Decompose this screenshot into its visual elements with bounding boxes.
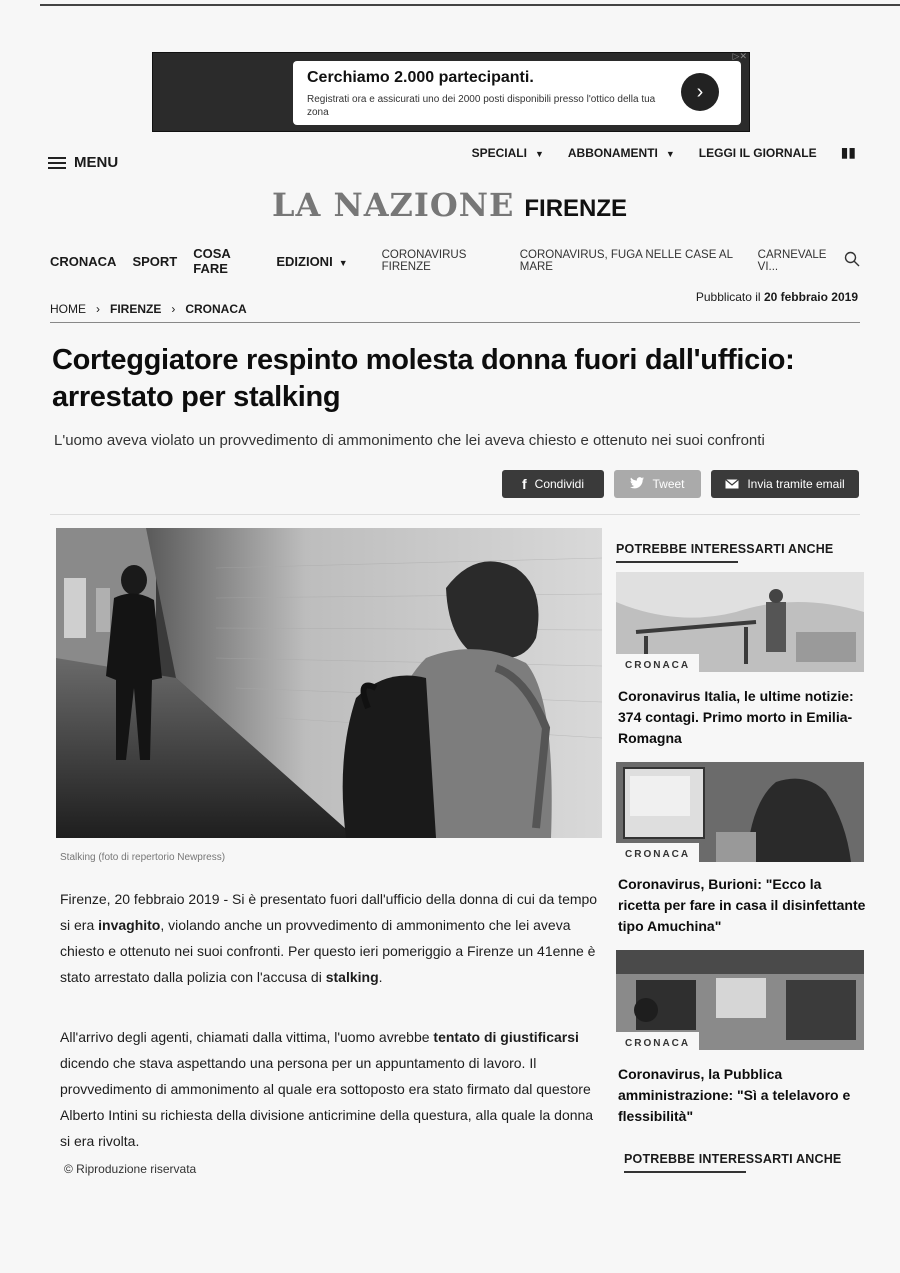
caret-down-icon: ▼: [665, 148, 675, 159]
share-facebook-button[interactable]: [502, 470, 604, 498]
ad-title: Cerchiamo 2.000 partecipanti.: [307, 69, 534, 86]
breadcrumb: [50, 302, 247, 316]
published-value: 20 febbraio 2019: [763, 290, 858, 304]
logo-city: FIRENZE: [524, 195, 628, 222]
ad-close-icon[interactable]: ▷✕: [732, 51, 747, 61]
sidebar-item-title[interactable]: Coronavirus Italia, le ultime notizie: 374 contagi. Primo morto in Emilia-Romagna: [618, 688, 854, 746]
nav-coronavirus-firenze[interactable]: CORONAVIRUS FIRENZE: [381, 249, 467, 273]
sidebar-item-title[interactable]: Coronavirus, la Pubblica amministrazione: "Sì a telelavoro e flessibilità": [618, 1066, 851, 1124]
nav-sport[interactable]: SPORT: [132, 253, 178, 269]
twitter-icon: [630, 476, 644, 492]
top-nav-leggi-giornale[interactable]: LEGGI IL GIORNALE: [698, 145, 817, 160]
article-paragraph: Firenze, 20 febbraio 2019 - Si è presentato fuori dall'ufficio della donna di cui da tempo si era invaghito, violando anche un provvedimento di ammonimento che lei aveva chiesto e ottenuto nei suoi confronti. Per questo ieri pomeriggio a Firenze un 41enne è stato arrestato dalla polizia con l'accusa di stalking.: [60, 891, 598, 985]
share-email-button[interactable]: [711, 470, 859, 498]
breadcrumb-separator: ›: [171, 302, 176, 316]
nav-coronavirus-fuga[interactable]: CORONAVIRUS, FUGA NELLE CASE AL MARE: [519, 249, 733, 273]
image-caption: Stalking (foto di repertorio Newpress): [60, 852, 226, 863]
caret-down-icon: ▼: [338, 257, 348, 268]
facebook-icon: f: [521, 476, 527, 492]
share-twitter-button[interactable]: [614, 470, 701, 498]
hamburger-icon: [48, 157, 66, 169]
article-paragraph: All'arrivo degli agenti, chiamati dalla vittima, l'uomo avrebbe tentato di giustificarsi dicendo che stava aspettando una persona per un appuntamento di lavoro. Il provvedimento di ammonimento al quale era sottoposto era stato firmato dal questore Alberto Intini su richiesta della divisione anticrimine della questura, alla quale la donna si era rivolta.: [60, 1029, 594, 1149]
article-subtitle: L'uomo aveva violato un provvedimento di ammonimento che lei aveva chiesto e ottenuto nei suoi confronti: [54, 432, 765, 449]
nav-edizioni[interactable]: EDIZIONI ▼: [276, 253, 348, 269]
divider: [50, 514, 860, 515]
caret-down-icon: ▼: [534, 148, 544, 159]
breadcrumb-cronaca[interactable]: CRONACA: [185, 302, 247, 316]
nav-carnevale[interactable]: CARNEVALE VI...: [757, 249, 827, 273]
menu-button[interactable]: [48, 154, 118, 171]
nav-cosa-fare[interactable]: COSA FARE: [193, 246, 231, 276]
breadcrumb-home[interactable]: HOME: [50, 302, 86, 316]
top-nav-abbonamenti[interactable]: ABBONAMENTI ▼: [567, 145, 675, 160]
article-title: Corteggiatore respinto molesta donna fuori dall'ufficio: arrestato per stalking: [52, 344, 795, 413]
copyright-notice: © Riproduzione riservata: [64, 1162, 197, 1176]
top-nav-speciali[interactable]: SPECIALI ▼: [471, 145, 544, 160]
sidebar-item-tag[interactable]: CRONACA: [616, 1032, 699, 1055]
published-label: Pubblicato il: [695, 290, 761, 304]
nav-cronaca[interactable]: CRONACA: [50, 253, 117, 269]
article-hero-image: [56, 528, 602, 838]
scan-edge: [40, 4, 900, 6]
breadcrumb-separator: ›: [96, 302, 100, 316]
sidebar-heading: POTREBBE INTERESSARTI ANCHE: [616, 542, 833, 563]
ad-banner[interactable]: [152, 52, 750, 132]
sidebar-heading-bottom: POTREBBE INTERESSARTI ANCHE: [624, 1152, 841, 1173]
logo-main: LA NAZIONE: [272, 186, 515, 224]
sidebar-item-tag[interactable]: CRONACA: [616, 654, 699, 677]
top-nav: [472, 144, 856, 161]
newspaper-icon[interactable]: ▮▮: [840, 144, 856, 160]
share-twitter-label: Tweet: [652, 477, 685, 491]
ad-content[interactable]: [293, 61, 741, 125]
ad-text: Registrati ora e assicurati uno dei 2000 posti disponibili presso l'ottico della tua zona: [307, 94, 656, 118]
main-nav: [50, 246, 860, 276]
sidebar-item-title[interactable]: Coronavirus, Burioni: "Ecco la ricetta per fare in casa il disinfettante tipo Amuchina": [618, 876, 866, 934]
share-email-label: Invia tramite email: [747, 477, 845, 491]
published-date: [696, 290, 858, 304]
envelope-icon: [725, 476, 739, 492]
chevron-right-icon[interactable]: ›: [681, 73, 719, 111]
breadcrumb-firenze[interactable]: FIRENZE: [110, 302, 162, 316]
share-facebook-label: Condividi: [534, 477, 585, 491]
menu-label: MENU: [74, 154, 119, 171]
sidebar-item-tag[interactable]: CRONACA: [616, 843, 699, 866]
search-icon[interactable]: [844, 251, 860, 272]
site-logo[interactable]: [272, 186, 627, 224]
divider: [50, 322, 860, 323]
